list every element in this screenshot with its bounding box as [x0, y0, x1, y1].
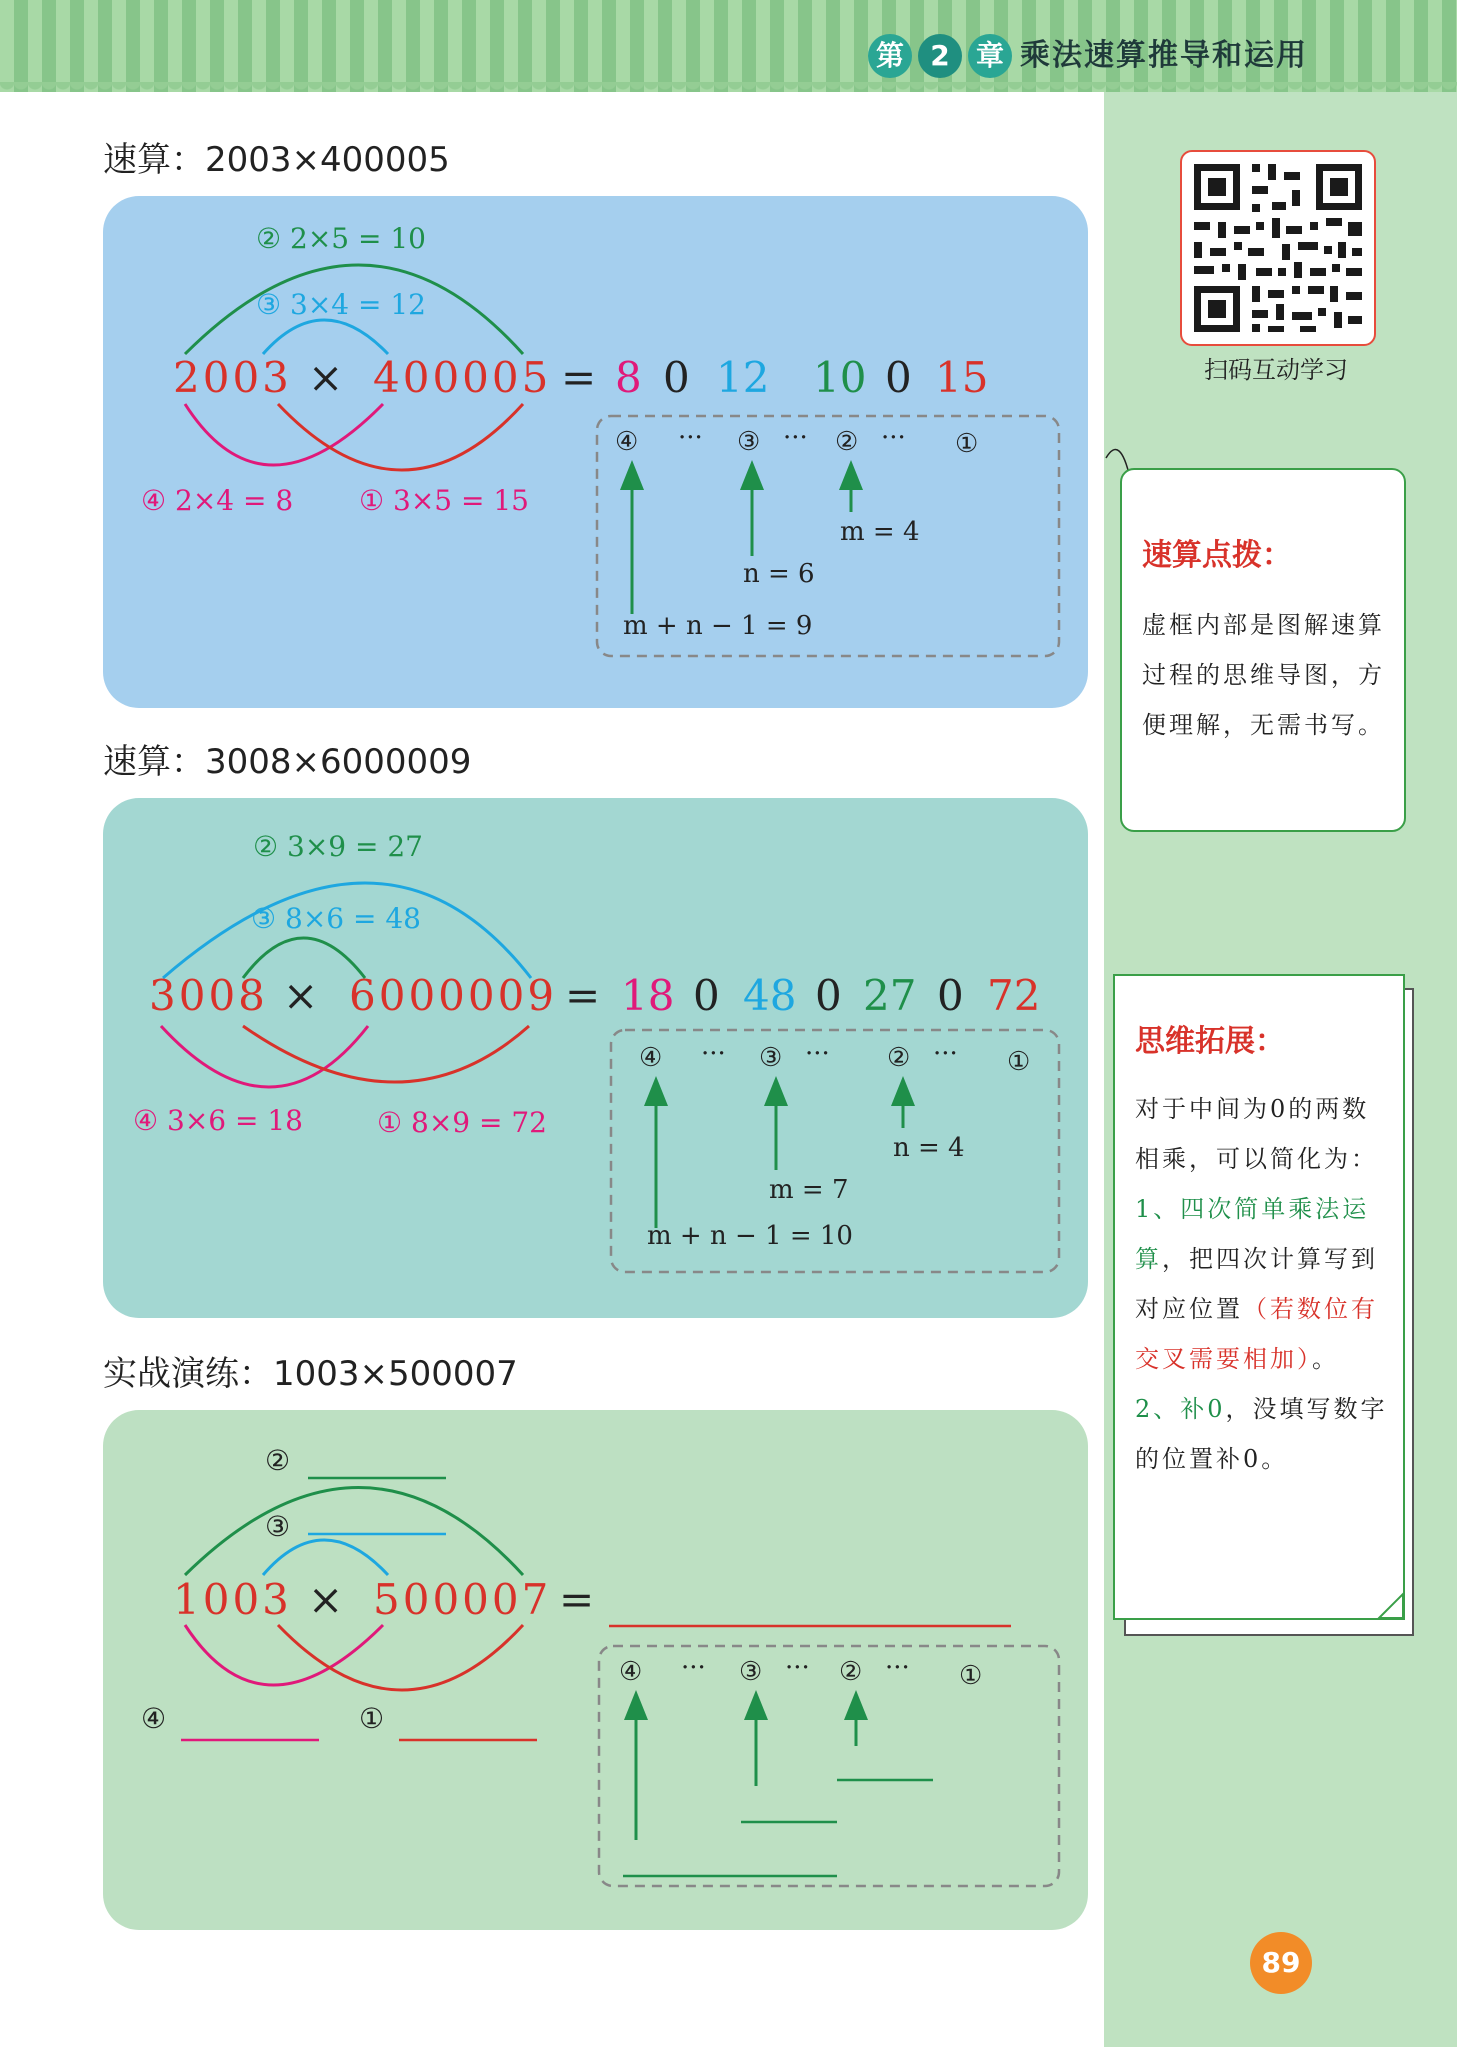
result-zero: 0	[937, 971, 964, 1020]
expand-card	[1113, 974, 1405, 1620]
box-c1: ①	[959, 1661, 983, 1691]
step3-label: ③ 3×4 = 12	[256, 288, 426, 321]
box-dots: ···	[678, 423, 703, 453]
arc-step4	[185, 404, 383, 465]
right-number: 500007	[373, 1575, 552, 1624]
step2-label: ② 2×5 = 10	[256, 222, 426, 255]
result-zero: 0	[663, 353, 690, 402]
box-sum-label: m + n − 1 = 10	[647, 1221, 853, 1251]
step1-label: ① 8×9 = 72	[377, 1106, 547, 1139]
box-c3: ③	[759, 1043, 783, 1073]
left-number: 2003	[173, 353, 292, 402]
step4-label: ④ 2×4 = 8	[141, 484, 294, 517]
box-dots: ···	[681, 1653, 706, 1683]
box-dots: ···	[885, 1653, 910, 1683]
chapter-title: 乘法速算推导和运用	[1020, 38, 1308, 73]
box-n-label: n = 4	[893, 1133, 965, 1163]
box-c2: ②	[835, 427, 859, 457]
expand-title: 思维拓展：	[1135, 1024, 1285, 1059]
result-part-3: 12	[716, 353, 770, 402]
arc-step3	[263, 1540, 388, 1575]
section3-heading: 实战演练：1003×500007	[103, 1354, 518, 1394]
arc-step3	[263, 320, 388, 354]
tip-card	[1120, 468, 1406, 832]
section1-heading: 速算：2003×400005	[103, 140, 450, 180]
step1-mark: ①	[359, 1702, 385, 1735]
section3-diagram	[103, 1410, 1088, 1930]
arc-step1	[243, 1026, 529, 1082]
arc-step1	[278, 404, 523, 470]
equals-sign: =	[559, 1575, 595, 1624]
step1-label: ① 3×5 = 15	[359, 484, 529, 517]
step2-label: ② 3×9 = 27	[253, 830, 423, 863]
box-c4: ④	[615, 427, 639, 457]
box-c3: ③	[739, 1657, 763, 1687]
box-dots: ···	[783, 423, 808, 453]
times-sign: ×	[308, 353, 344, 402]
box-c1: ①	[955, 429, 979, 459]
expand-p2-green: 2、补0	[1135, 1395, 1226, 1423]
section2-diagram	[103, 798, 1088, 1318]
box-m-label: m = 7	[769, 1175, 849, 1205]
box-c3: ③	[737, 427, 761, 457]
result-part-1: 15	[935, 353, 989, 402]
tip-title: 速算点拨：	[1142, 538, 1292, 573]
left-number: 3008	[149, 971, 268, 1020]
page-number: 89	[1250, 1932, 1312, 1994]
result-zero: 0	[693, 971, 720, 1020]
right-number: 400005	[373, 353, 552, 402]
tip-body: 虚框内部是图解速算过程的思维导图，方便理解，无需书写。	[1142, 611, 1385, 739]
box-dots: ···	[933, 1039, 958, 1069]
times-sign: ×	[283, 971, 319, 1020]
qr-label: 扫码互动学习	[1204, 356, 1348, 384]
box-c4: ④	[639, 1043, 663, 1073]
box-c2: ②	[887, 1043, 911, 1073]
mind-map-box	[599, 1646, 1059, 1886]
expand-p1-red: （若数位有交叉需要相加）	[1135, 1295, 1378, 1373]
chapter-number-badge: 2	[918, 34, 962, 78]
result-zero: 0	[885, 353, 912, 402]
equals-sign: =	[561, 353, 597, 402]
step3-label: ③ 8×6 = 48	[251, 902, 421, 935]
chapter-suffix-badge: 章	[968, 34, 1012, 78]
expand-intro: 对于中间为0的两数相乘，可以简化为：	[1135, 1095, 1378, 1173]
section3-panel	[103, 1410, 1088, 1930]
result-part-3: 48	[743, 971, 797, 1020]
qr-code[interactable]	[1180, 150, 1376, 346]
box-dots: ···	[881, 423, 906, 453]
arc-step1	[278, 1625, 523, 1690]
arc-step2	[185, 1488, 523, 1576]
result-zero: 0	[815, 971, 842, 1020]
expand-p1-green: 1、四次简单乘法运算	[1135, 1195, 1370, 1273]
arc-step4	[185, 1625, 383, 1685]
result-part-4: 18	[621, 971, 675, 1020]
result-part-4: 8	[615, 353, 642, 402]
section2-heading: 速算：3008×6000009	[103, 742, 472, 782]
section1-panel	[103, 196, 1088, 708]
result-part-2: 27	[863, 971, 917, 1020]
qr-code-icon	[1182, 152, 1374, 344]
chapter-prefix-badge: 第	[868, 34, 912, 78]
section1-diagram	[103, 196, 1088, 708]
box-sum-label: m + n − 1 = 9	[623, 611, 813, 641]
left-number: 1003	[173, 1575, 292, 1624]
result-part-1: 72	[987, 971, 1041, 1020]
equals-sign: =	[565, 971, 601, 1020]
box-c2: ②	[839, 1657, 863, 1687]
arc-step4	[161, 1026, 368, 1087]
step4-label: ④ 3×6 = 18	[133, 1104, 303, 1137]
box-dots: ···	[785, 1653, 810, 1683]
result-part-2: 10	[813, 353, 867, 402]
expand-p1-black: ，把四次计算写到对应位置	[1135, 1245, 1378, 1323]
folded-corner-icon	[1377, 1592, 1405, 1620]
box-c4: ④	[619, 1657, 643, 1687]
step4-mark: ④	[141, 1702, 167, 1735]
section2-panel	[103, 798, 1088, 1318]
box-m-label: m = 4	[840, 517, 920, 547]
step2-mark: ②	[265, 1444, 291, 1477]
expand-body	[1135, 1084, 1391, 1484]
box-c1: ①	[1007, 1047, 1031, 1077]
expand-p1-end: 。	[1312, 1345, 1339, 1373]
expand-p2-black: ，没填写数字的位置补0。	[1135, 1395, 1388, 1473]
times-sign: ×	[308, 1575, 344, 1624]
box-dots: ···	[701, 1039, 726, 1069]
box-n-label: n = 6	[743, 559, 815, 589]
right-number: 6000009	[349, 971, 558, 1020]
box-dots: ···	[805, 1039, 830, 1069]
step3-mark: ③	[265, 1510, 291, 1543]
